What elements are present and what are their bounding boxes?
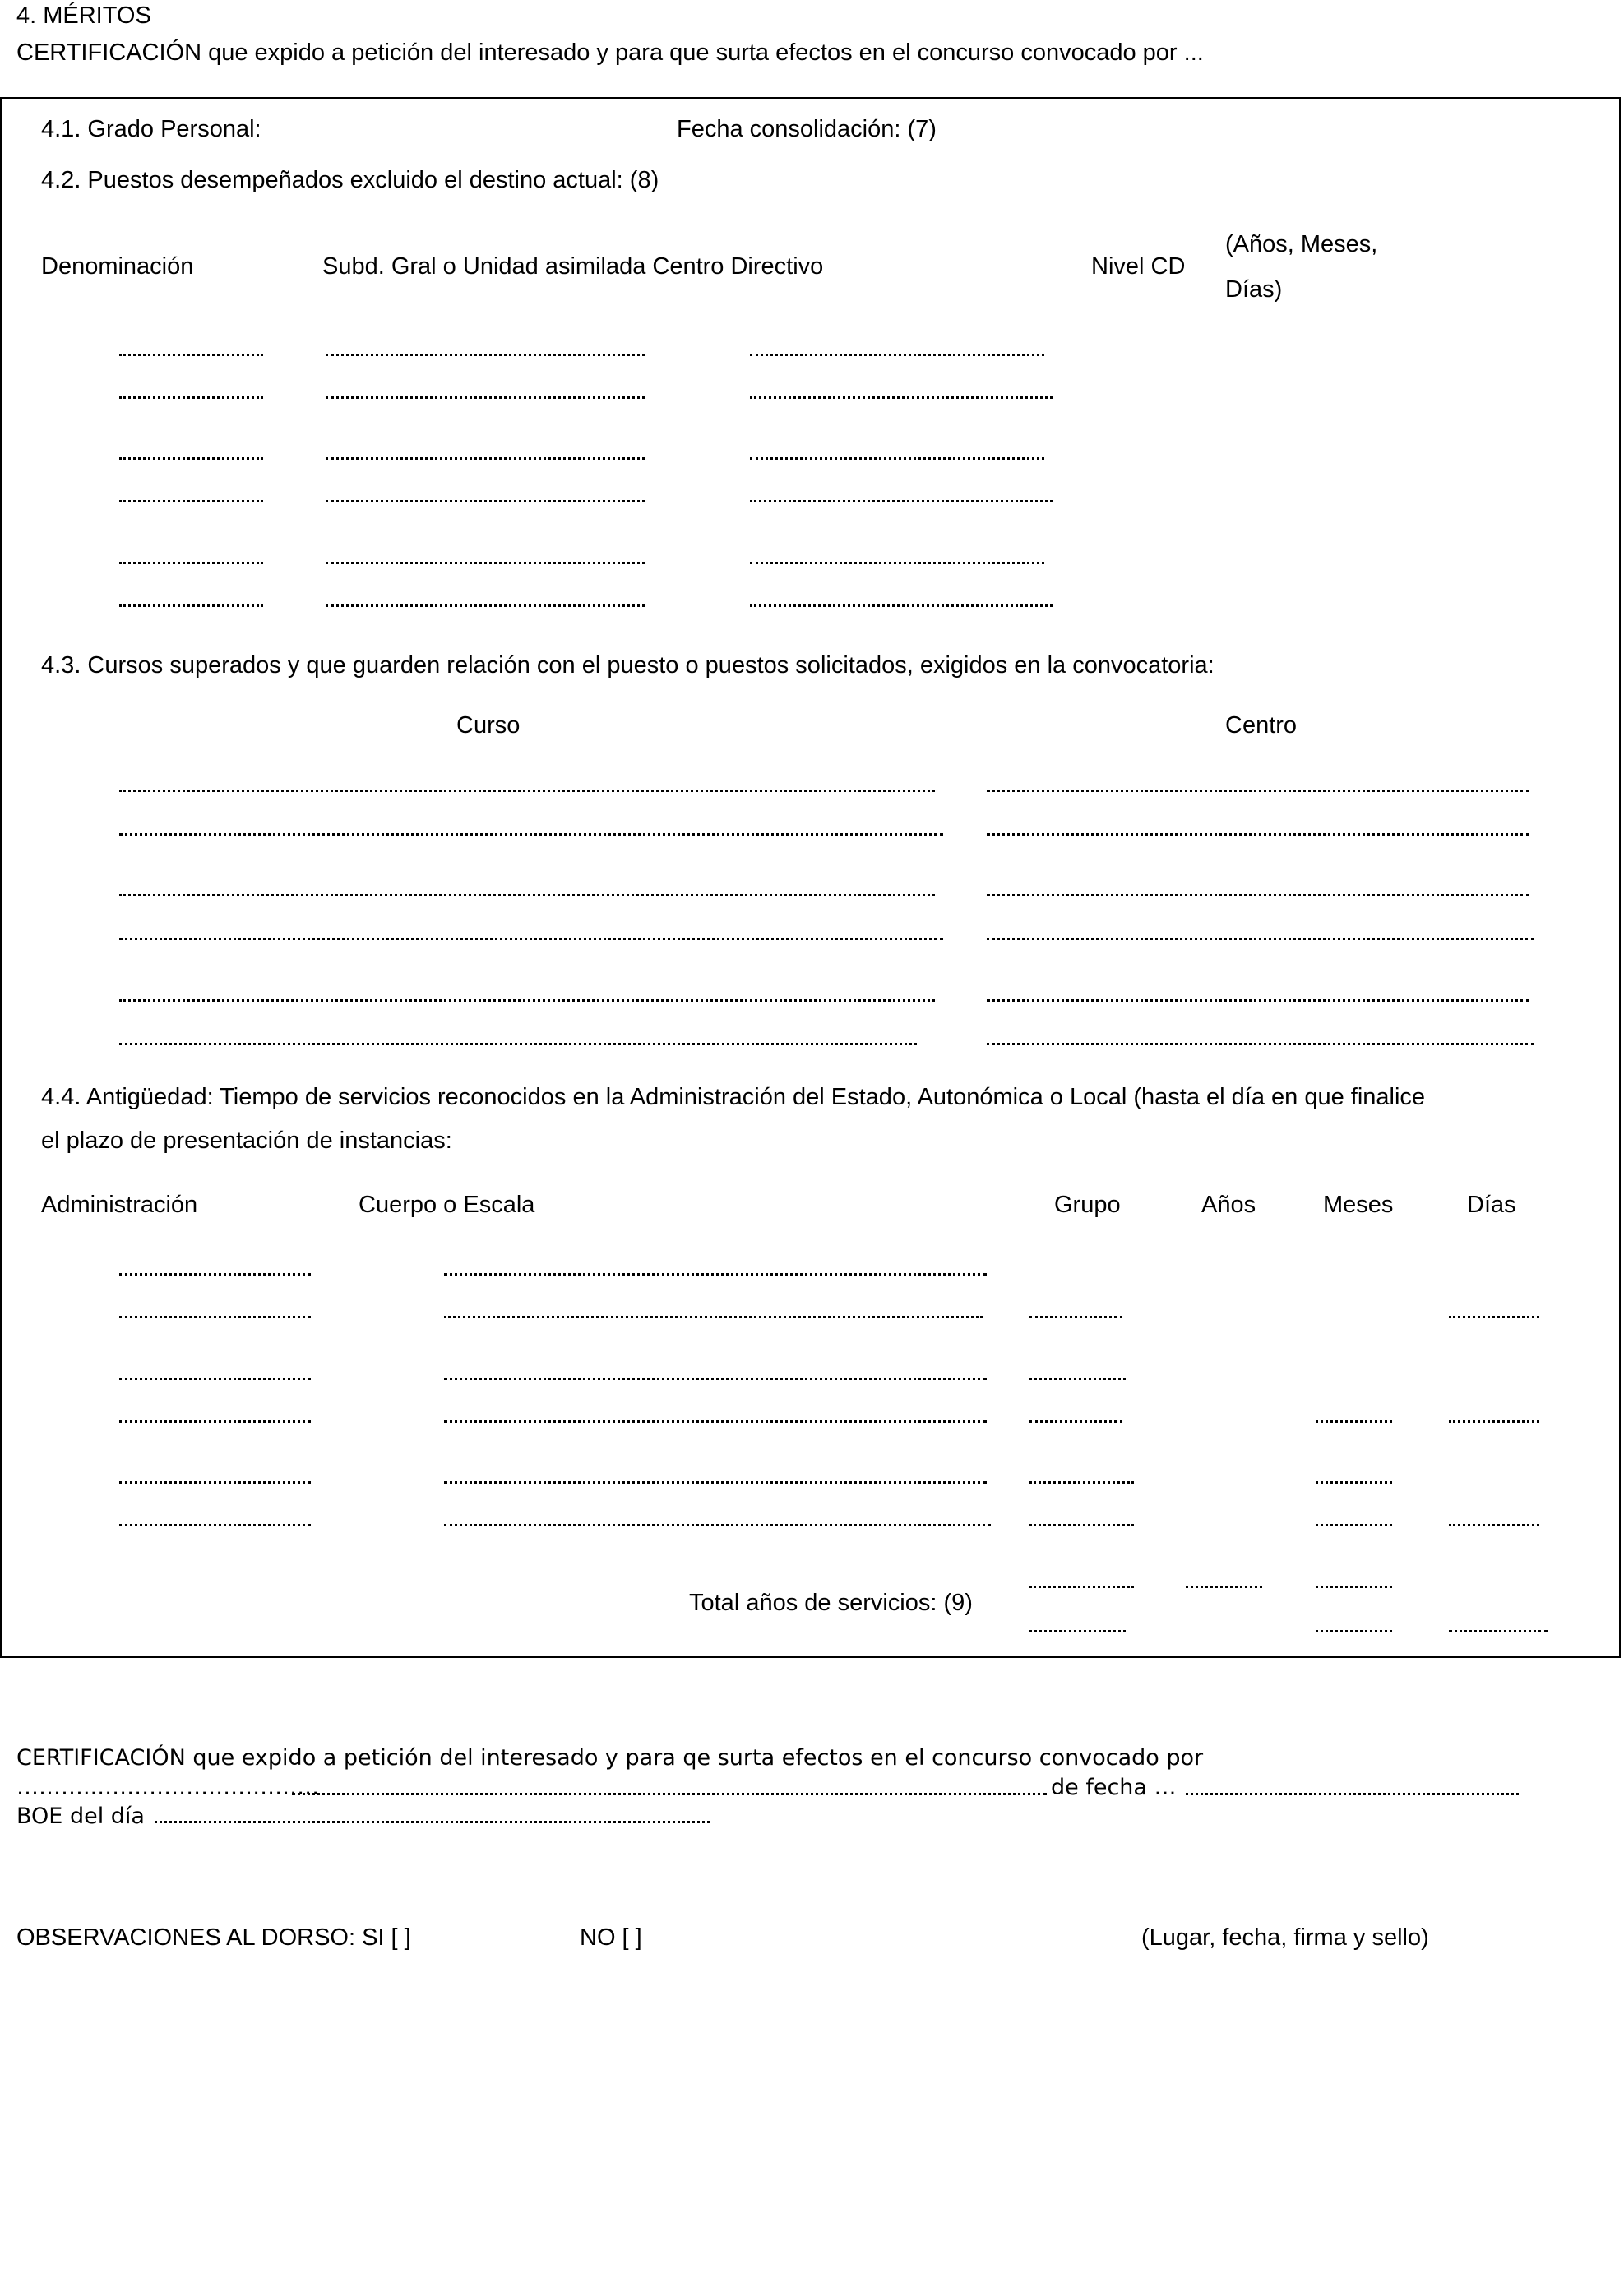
dotted-field[interactable] [750,562,1044,564]
dotted-field[interactable] [119,1316,311,1318]
dotted-field[interactable] [750,396,1053,399]
col-meses: Meses [1323,1192,1394,1218]
boe-dia-field[interactable] [155,1821,710,1823]
col-tiempo-line1: (Años, Meses, [1225,231,1378,257]
dotted-field[interactable] [1316,1586,1392,1588]
dotted-field[interactable] [750,604,1053,607]
dotted-field[interactable] [326,457,645,460]
fecha-field[interactable] [1186,1793,1519,1795]
dotted-field[interactable] [1449,1630,1548,1632]
dotted-field[interactable] [119,457,263,460]
dotted-field[interactable] [119,833,943,836]
convocado-por-field[interactable] [292,1793,1047,1795]
dotted-field[interactable] [119,396,263,399]
dotted-field[interactable] [987,790,1529,792]
dotted-field[interactable] [1449,1524,1539,1526]
meritos-box [0,97,1621,1658]
col-nivel-cd: Nivel CD [1091,253,1186,280]
dotted-field[interactable] [1449,1420,1539,1423]
dotted-field[interactable] [987,999,1529,1002]
antiguedad-title-line2: el plazo de presentación de instancias: [41,1128,452,1154]
footer-cert-line2-start: ………..………………………… [16,1775,320,1800]
dotted-field[interactable] [119,1420,311,1423]
footer-certification-line1: CERTIFICACIÓN que expido a petición del interesado y para qe surta efectos en el concurso convocado por [16,1745,1204,1771]
dotted-field[interactable] [1316,1420,1392,1423]
dotted-field[interactable] [750,354,1044,356]
dotted-field[interactable] [1029,1481,1134,1484]
dotted-field[interactable] [1316,1524,1392,1526]
dotted-field[interactable] [119,790,935,792]
dotted-field[interactable] [1029,1586,1134,1588]
dotted-field[interactable] [326,354,645,356]
dotted-field[interactable] [326,604,645,607]
dotted-field[interactable] [119,500,263,502]
col-cuerpo-escala: Cuerpo o Escala [359,1192,535,1218]
dotted-field[interactable] [119,1524,311,1526]
col-administracion: Administración [41,1192,198,1218]
dotted-field[interactable] [444,1316,983,1318]
dotted-field[interactable] [1449,1316,1539,1318]
antiguedad-title-line1: 4.4. Antigüedad: Tiempo de servicios reconocidos en la Administración del Estado, Autonómica o Local (hasta el día en que finalice [41,1084,1426,1110]
observaciones-no[interactable]: NO [ ] [580,1924,642,1951]
dotted-field[interactable] [119,604,263,607]
dotted-field[interactable] [119,938,943,940]
col-subd-gral: Subd. Gral o Unidad asimilada Centro Directivo [322,253,824,280]
dotted-field[interactable] [444,1378,987,1380]
puestos-title: 4.2. Puestos desempeñados excluido el destino actual: (8) [41,167,659,193]
dotted-field[interactable] [119,1043,917,1045]
dotted-field[interactable] [987,938,1534,940]
col-anos: Años [1201,1192,1256,1218]
dotted-field[interactable] [119,354,263,356]
col-tiempo-line2: Días) [1225,276,1283,303]
dotted-field[interactable] [119,562,263,564]
dotted-field[interactable] [119,1378,311,1380]
lugar-fecha-firma-sello: (Lugar, fecha, firma y sello) [1141,1924,1429,1951]
dotted-field[interactable] [987,833,1529,836]
boe-label: BOE del día [16,1804,145,1829]
dotted-field[interactable] [750,457,1044,460]
dotted-field[interactable] [119,894,935,896]
dotted-field[interactable] [1029,1316,1122,1318]
dotted-field[interactable] [119,999,935,1002]
dotted-field[interactable] [1186,1586,1262,1588]
dotted-field[interactable] [987,894,1529,896]
grado-personal-label: 4.1. Grado Personal: [41,116,261,142]
col-centro: Centro [1225,712,1298,739]
dotted-field[interactable] [1029,1630,1126,1632]
dotted-field[interactable] [119,1481,311,1484]
col-denominacion: Denominación [41,253,194,280]
fecha-consolidacion-label: Fecha consolidación: (7) [677,116,937,142]
dotted-field[interactable] [750,500,1053,502]
dotted-field[interactable] [444,1273,987,1276]
cursos-title: 4.3. Cursos superados y que guarden relación con el puesto o puestos solicitados, exigidos en la convocatoria: [41,652,1215,678]
dotted-field[interactable] [326,500,645,502]
dotted-field[interactable] [444,1420,987,1423]
de-fecha-label: de fecha … [1051,1775,1177,1800]
dotted-field[interactable] [326,562,645,564]
col-grupo: Grupo [1054,1192,1121,1218]
certification-text: CERTIFICACIÓN que expido a petición del interesado y para que surta efectos en el concurso convocado por ... [16,39,1204,66]
dotted-field[interactable] [1029,1420,1122,1423]
dotted-field[interactable] [444,1481,987,1484]
observaciones-si[interactable]: OBSERVACIONES AL DORSO: SI [ ] [16,1924,411,1951]
total-anos-servicios: Total años de servicios: (9) [689,1590,973,1616]
dotted-field[interactable] [987,1043,1534,1045]
col-curso: Curso [456,712,521,739]
dotted-field[interactable] [1316,1481,1392,1484]
dotted-field[interactable] [1316,1630,1392,1632]
dotted-field[interactable] [1029,1378,1126,1380]
section-title: 4. MÉRITOS [16,2,151,29]
dotted-field[interactable] [444,1524,991,1526]
dotted-field[interactable] [326,396,645,399]
col-dias: Días [1467,1192,1516,1218]
dotted-field[interactable] [119,1273,311,1276]
dotted-field[interactable] [1029,1524,1134,1526]
